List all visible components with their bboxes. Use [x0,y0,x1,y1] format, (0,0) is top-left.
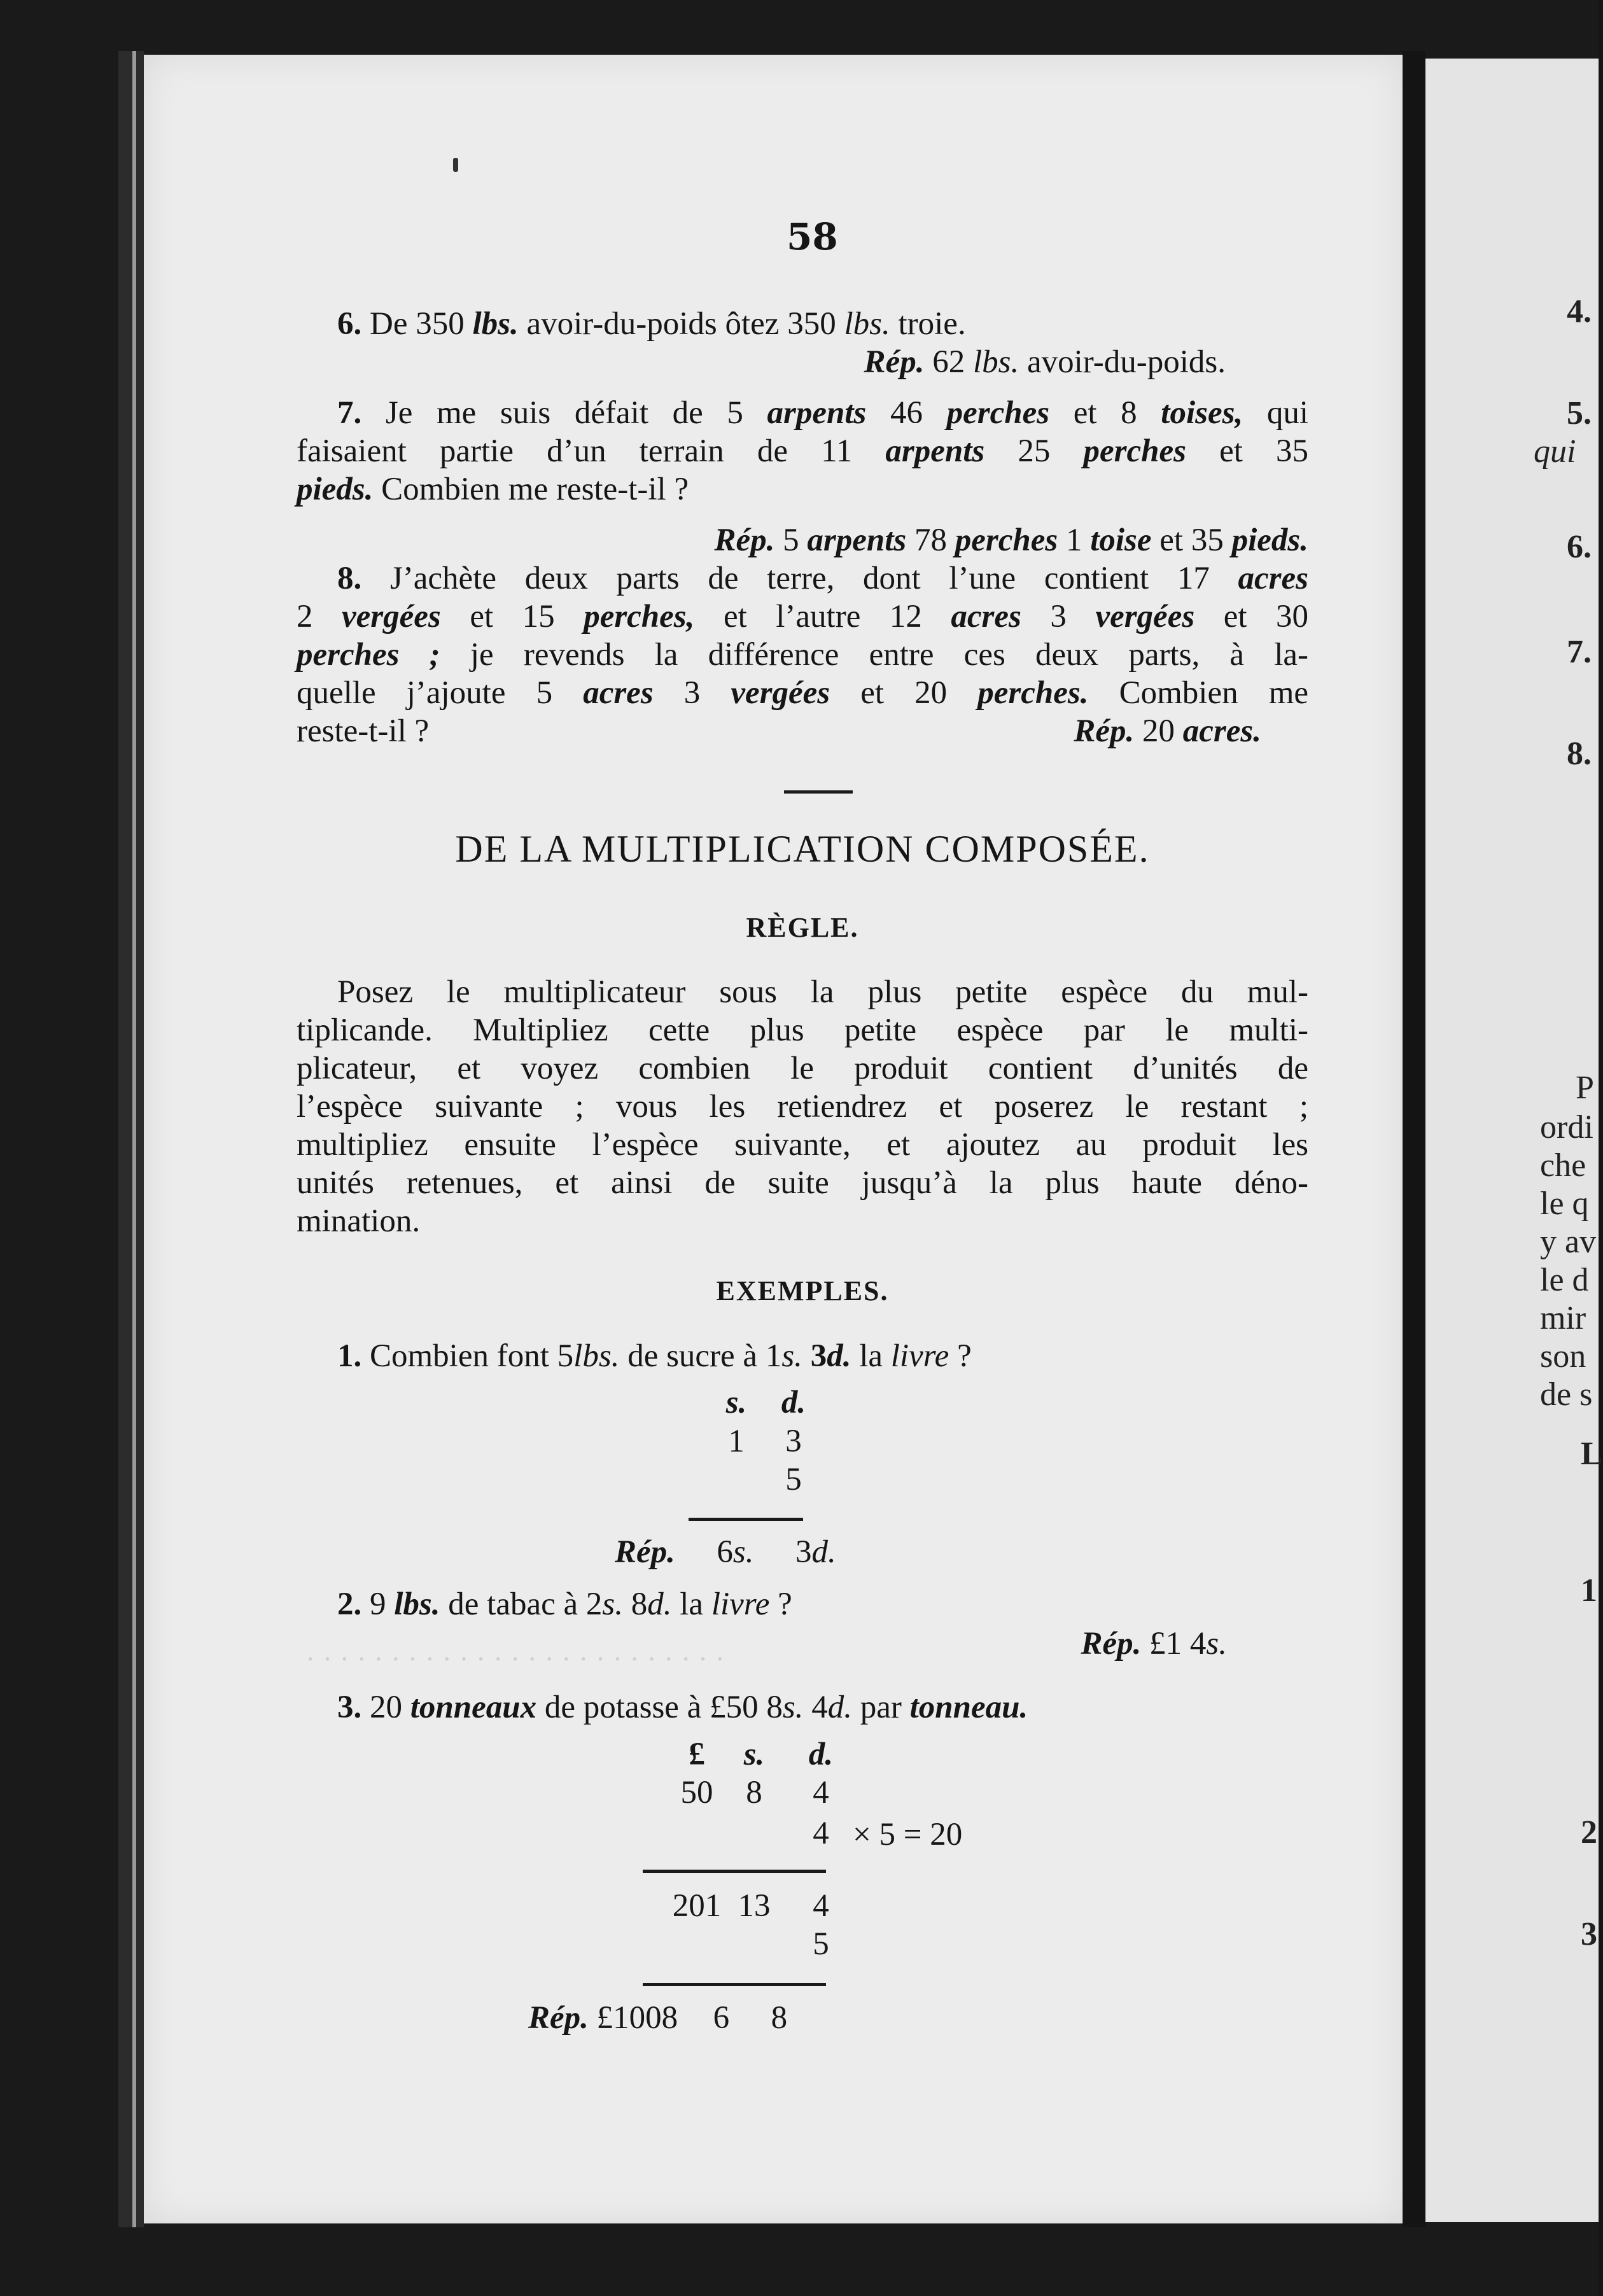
next-page-fragment: che [1540,1147,1586,1184]
calc-cell: 3 [785,1424,802,1459]
next-page-fragment: mir [1540,1300,1586,1336]
exercise-8-line-1: 8. J’achète deux parts de terre, dont l’une contient 17 acres [337,561,1309,596]
next-page-fragment: 5. [1567,395,1592,431]
exercise-8-line-3: perches ; je revends la différence entre ces deux parts, à la- [297,637,1309,673]
calc-cell: 5 [785,1462,802,1497]
calc-cell: 13 [738,1888,771,1924]
calc-rule [643,1983,826,1986]
section-divider [784,790,853,794]
next-page-fragment: 8. [1567,736,1592,772]
rule-text-line: l’espèce suivante ; vous les retiendrez et poserez le restant ; [297,1089,1308,1124]
next-page-fragment: de s [1540,1376,1593,1413]
calc-multiplier-note: × 5 = 20 [853,1817,963,1852]
calc-cell: 1 [728,1424,745,1459]
exercise-7-answer: Rép. 5 arpents 78 perches 1 toise et 35 pieds. [714,522,1308,558]
exercise-7-line-2: faisaient partie d’un terrain de 11 arpents 25 perches et 35 [297,433,1309,469]
exercise-8-answer: Rép. 20 acres. [1074,713,1261,749]
next-page-fragment: le d [1540,1262,1589,1298]
column-header-pounds: £ [689,1737,705,1772]
rule-text-line: multipliez ensuite l’espèce suivante, et ajoutez au produit les [297,1127,1308,1163]
calc-cell: 5 [813,1926,829,1962]
calc-rule [643,1870,826,1873]
next-page-fragment: le q [1540,1186,1589,1222]
page-gutter [1403,51,1425,2227]
exercise-7-line-1: 7. Je me suis défait de 5 arpents 46 perches et 8 toises, qui [337,395,1309,431]
example-1-answer: Rép. 6s. 3d. [615,1534,836,1570]
next-page-fragment: 4. [1567,293,1592,330]
calc-cell: 8 [746,1775,762,1810]
rule-text-line: plicateur, et voyez combien le produit contient d’unités de [297,1051,1308,1086]
column-header-pence: d. [781,1385,806,1420]
page-number: 58 [787,215,838,258]
example-3-answer: Rép. £1008 6 8 [528,2000,788,2036]
column-header-shillings: s. [725,1385,747,1420]
calc-rule [689,1518,803,1521]
rule-text-line: tiplicande. Multipliez cette plus petite espèce par le multi- [297,1012,1308,1048]
calc-cell: 4 [813,1816,829,1851]
next-page-fragment: y av [1540,1224,1597,1260]
exercise-7-line-3: pieds. Combien me reste-t-il ? [297,472,689,507]
exercise-8-line-4: quelle j’ajoute 5 acres 3 vergées et 20 perches. Combien me [297,675,1309,711]
example-2-question: 2. 9 lbs. de tabac à 2s. 8d. la livre ? [337,1586,792,1622]
section-title: DE LA MULTIPLICATION COMPOSÉE. [455,828,1150,870]
next-page-fragment: 7. [1567,634,1592,670]
next-page-fragment: 2 [1581,1814,1597,1851]
rule-text-line: Posez le multiplicateur sous la plus petite espèce du mul- [337,974,1308,1010]
bleed-through: · · · · · · · · · · · · · · · · · · · · · · · · · [305,1642,725,1675]
calc-cell: 201 [672,1888,722,1924]
next-page-fragment: L [1581,1436,1603,1472]
next-page-fragment: ordi [1540,1109,1593,1145]
next-page-fragment: son [1540,1338,1586,1375]
next-page-fragment: 3 [1581,1916,1597,1952]
rule-text-line: mination. [297,1203,421,1239]
column-header-shillings: s. [743,1737,765,1772]
rule-heading: RÈGLE. [746,912,859,943]
calc-cell: 50 [680,1775,713,1810]
exercise-8-line-5: reste-t-il ? [297,713,430,749]
ink-mark [453,158,458,172]
column-header-pence: d. [808,1737,834,1772]
next-page-fragment: 1 [1581,1572,1597,1609]
next-page-fragment: 6. [1567,529,1592,565]
example-3-question: 3. 20 tonneaux de potasse à £50 8s. 4d. par tonneau. [337,1690,1028,1725]
calc-cell: 4 [813,1775,829,1810]
binding-edge [132,51,136,2227]
example-1-question: 1. Combien font 5lbs. de sucre à 1s. 3d. la livre ? [337,1338,972,1374]
next-page-fragment: qui [1534,433,1576,470]
next-page-fragment: P [1576,1070,1594,1106]
example-2-answer: Rép. £1 4s. [1081,1626,1227,1662]
examples-heading: EXEMPLES. [716,1275,889,1306]
exercise-6-line-1: 6. De 350 lbs. avoir-du-poids ôtez 350 lbs. troie. [337,306,966,342]
calc-cell: 4 [813,1888,829,1924]
exercise-6-answer: Rép. 62 lbs. avoir-du-poids. [864,344,1226,380]
book-binding [118,51,144,2227]
rule-text-line: unités retenues, et ainsi de suite jusqu’à la plus haute déno- [297,1165,1308,1201]
exercise-8-line-2: 2 vergées et 15 perches, et l’autre 12 acres 3 vergées et 30 [297,599,1309,634]
